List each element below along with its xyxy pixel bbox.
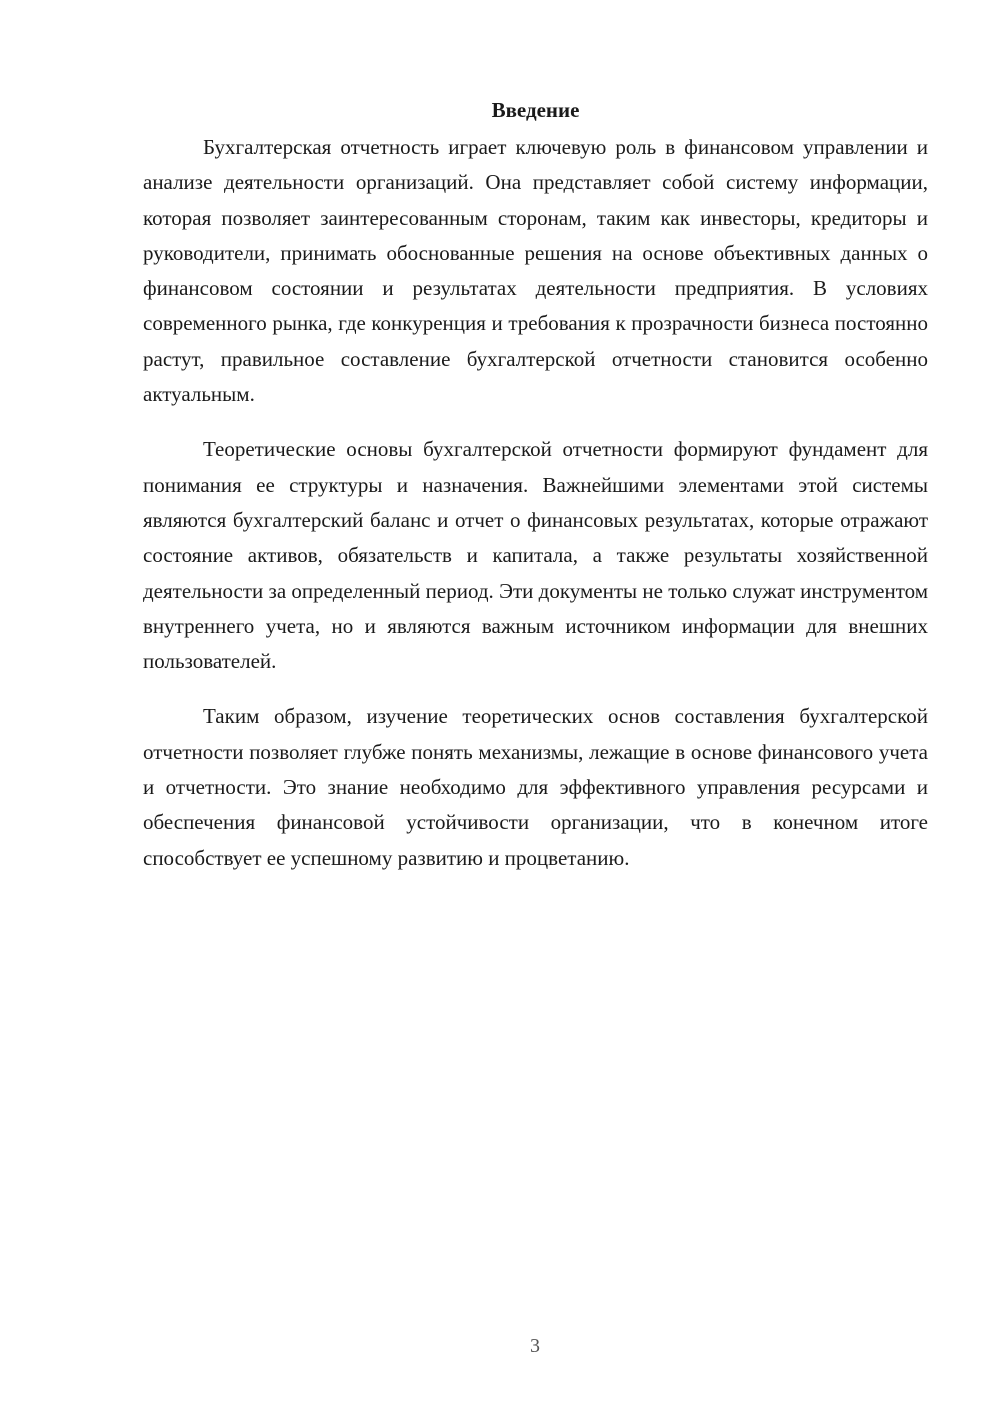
page-number: 3: [530, 1335, 540, 1357]
paragraph-2: Теоретические основы бухгалтерской отчетности формируют фундамент для понимания ее структуры и назначения. Важнейшими элементами этой системы являются бухгалтерский баланс и отчет о финансовых результатах, которые отражают состояние активов, обязательств и капитала, а также результаты хозяйственной деятельности за определенный период. Эти документы не только служат инструментом внутреннего учета, но и являются важным источником информации для внешних пользователей.: [143, 437, 928, 674]
section-heading: Введение: [491, 98, 580, 122]
paragraph-3: Таким образом, изучение теоретических основ составления бухгалтерской отчетности позволяет глубже понять механизмы, лежащие в основе финансового учета и отчетности. Это знание необходимо для эффективного управления ресурсами и обеспечения финансовой устойчивости организации, что в конечном итоге способствует ее успешному развитию и процветанию.: [143, 704, 928, 870]
paragraph-1: Бухгалтерская отчетность играет ключевую роль в финансовом управлении и анализе деятельности организаций. Она представляет собой систему информации, которая позволяет заинтересованным сторонам, таким как инвесторы, кредиторы и руководители, принимать обоснованные решения на основе объективных данных о финансовом состоянии и результатах деятельности предприятия. В условиях современного рынка, где конкуренция и требования к прозрачности бизнеса постоянно растут, правильное составление бухгалтерской отчетности становится особенно актуальным.: [143, 135, 928, 407]
document-body: [143, 95, 928, 876]
